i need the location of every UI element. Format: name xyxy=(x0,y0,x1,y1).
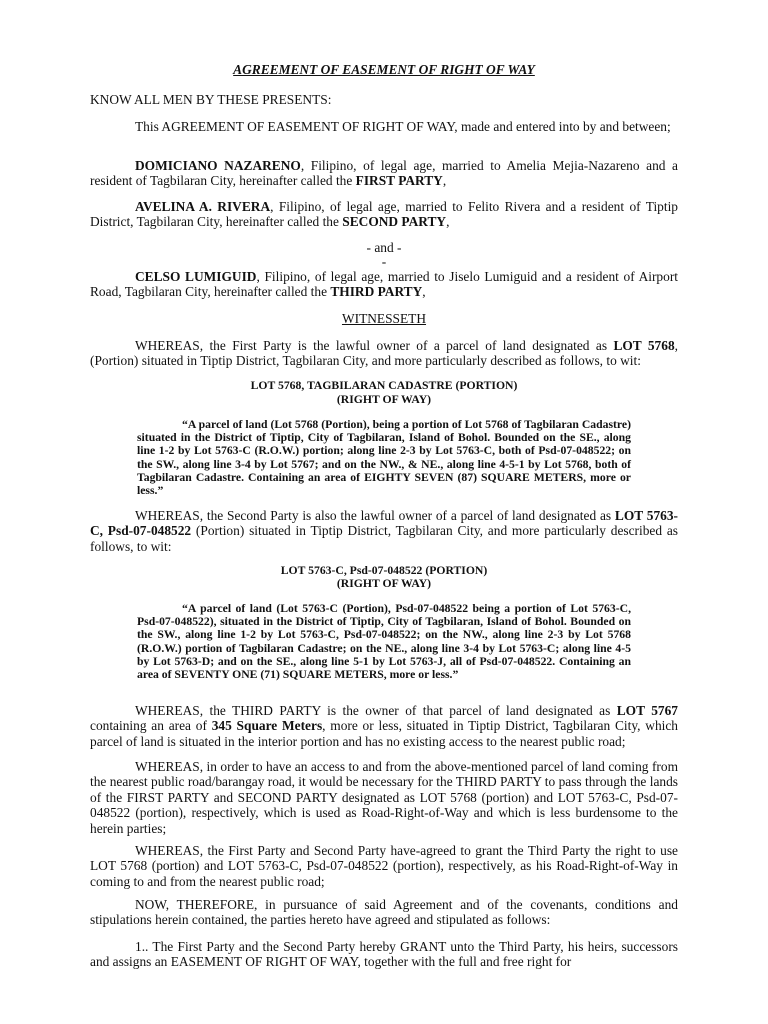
lot-5763c-label: LOT 5763-C, Psd-07-048522 xyxy=(90,508,679,539)
and-separator: - and - xyxy=(366,240,402,255)
witnesseth-heading: WITNESSETH xyxy=(341,311,427,326)
know-all-line: KNOW ALL MEN BY THESE PRESENTS: xyxy=(90,92,332,107)
third-party-name: CELSO LUMIGUID xyxy=(135,269,257,284)
first-party-name: DOMICIANO NAZARENO xyxy=(135,158,301,173)
lot-5763c-description: “A parcel of land (Lot 5763-C (Portion), Psd-07-048522 being a portion of Lot 5763-C, Psd-07-048522), situated in the District of Tiptip, City of Tagbilaran, Island of Bohol. Bounded on the SW., along line 1-2 by Lot 5763-C, Psd-07-048522; on the NW., along line 2-3 by Lot 5768 (R.O.W.) portion of Tagbilaran Cadastre; on the NE., along line 3-4 by Lot 5763-C; along line 4-5 by Lot 5763-D; and on the SE., along line 5-1 by Lot 5763-J, all of Psd-07-048522. Containing an area of SEVENTY ONE (71) SQUARE METERS, more or less.” xyxy=(137,602,631,682)
lot-5767-area: 345 Square Meters xyxy=(211,718,323,734)
first-party-label: FIRST PARTY xyxy=(355,173,443,189)
second-party-label: SECOND PARTY xyxy=(342,214,447,230)
document-title: AGREEMENT OF EASEMENT OF RIGHT OF WAY xyxy=(233,62,535,77)
second-party-name: AVELINA A. RIVERA xyxy=(135,199,271,214)
third-party-label: THIRD PARTY xyxy=(330,284,423,300)
lot-5768-heading: LOT 5768, TAGBILARAN CADASTRE (PORTION) xyxy=(250,379,518,392)
stipulation-item-1: 1.. The First Party and the Second Party hereby GRANT unto the Third Party, his heirs, successors and assigns an EASEMENT OF RIGHT OF WAY, together with the full and free right for xyxy=(90,939,678,970)
first-party-paragraph: DOMICIANO NAZARENO, Filipino, of legal age, married to Amelia Mejia-Nazareno and a resident of Tagbilaran City, hereinafter called the FIRST PARTY, xyxy=(90,158,678,189)
lot-5768-label: LOT 5768 xyxy=(613,338,675,353)
third-party-paragraph: CELSO LUMIGUID, Filipino, of legal age, married to Jiselo Lumiguid and a resident of Airport Road, Tagbilaran City, hereinafter called the THIRD PARTY, xyxy=(90,269,678,300)
whereas-third-party: WHEREAS, the THIRD PARTY is the owner of that parcel of land designated as LOT 5767 containing an area of 345 Square Meters, more or less, situated in Tiptip District, Tagbilaran City, which parcel of land is situated in the interior portion and has no existing access to the nearest public road; xyxy=(90,703,678,749)
whereas-agreement-paragraph: WHEREAS, the First Party and Second Party have-agreed to grant the Third Party the right to use LOT 5768 (portion) and LOT 5763-C, Psd-07-048522 (portion), respectively, as his Road-Right-of-Way in coming to and from the nearest public road; xyxy=(90,843,678,889)
whereas-second-party: WHEREAS, the Second Party is also the lawful owner of a parcel of land designated as LOT 5763-C, Psd-07-048522 (Portion) situated in Tiptip District, Tagbilaran City, and more particularly described as follows, to wit: xyxy=(90,508,679,554)
lot-5768-description: “A parcel of land (Lot 5768 (Portion), being a portion of Lot 5768 of Tagbilaran Cadastre) situated in the District of Tiptip, City of Tagbilaran, Island of Bohol. Bounded on the SE., along line 1-2 by Lot 5763-C (R.O.W.) portion; along line 2-3 by Lot 5763-C, both of Psd-07-048522; on the SW., along line 3-4 by Lot 5767; and on the NW., & NE., along line 4-5-1 by Lot 5768, both of Tagbilaran Cadastre. Containing an area of EIGHTY SEVEN (87) SQUARE METERS, more or less.” xyxy=(137,418,631,498)
lot-5763c-heading: LOT 5763-C, Psd-07-048522 (PORTION) xyxy=(280,564,488,577)
whereas-first-party: WHEREAS, the First Party is the lawful owner of a parcel of land designated as LOT 5768, (Portion) situated in Tiptip District, Tagbilaran City, and more particularly described as follows, to wit: xyxy=(90,338,679,369)
second-party-paragraph: AVELINA A. RIVERA, Filipino, of legal age, married to Felito Rivera and a resident of Tiptip District, Tagbilaran City, hereinafter called the SECOND PARTY, xyxy=(90,199,678,230)
lot-5767-label: LOT 5767 xyxy=(616,703,678,718)
lot-5763c-subheading: (RIGHT OF WAY) xyxy=(336,577,432,590)
dash-separator: - xyxy=(381,254,387,269)
intro-paragraph: This AGREEMENT OF EASEMENT OF RIGHT OF WAY, made and entered into by and between; xyxy=(135,119,671,134)
lot-5768-subheading: (RIGHT OF WAY) xyxy=(336,393,432,406)
now-therefore-paragraph: NOW, THEREFORE, in pursuance of said Agreement and of the covenants, conditions and stipulations herein contained, the parties hereto have agreed and stipulated as follows: xyxy=(90,897,678,928)
whereas-access-paragraph: WHEREAS, in order to have an access to and from the above-mentioned parcel of land coming from the nearest public road/barangay road, it would be necessary for the THIRD PARTY to pass through the lands of the FIRST PARTY and SECOND PARTY designated as LOT 5768 (portion) and LOT 5763-C, Psd-07-048522 (portion), respectively, which is used as Road-Right-of-Way and which is less burdensome to the herein parties; xyxy=(90,759,678,836)
